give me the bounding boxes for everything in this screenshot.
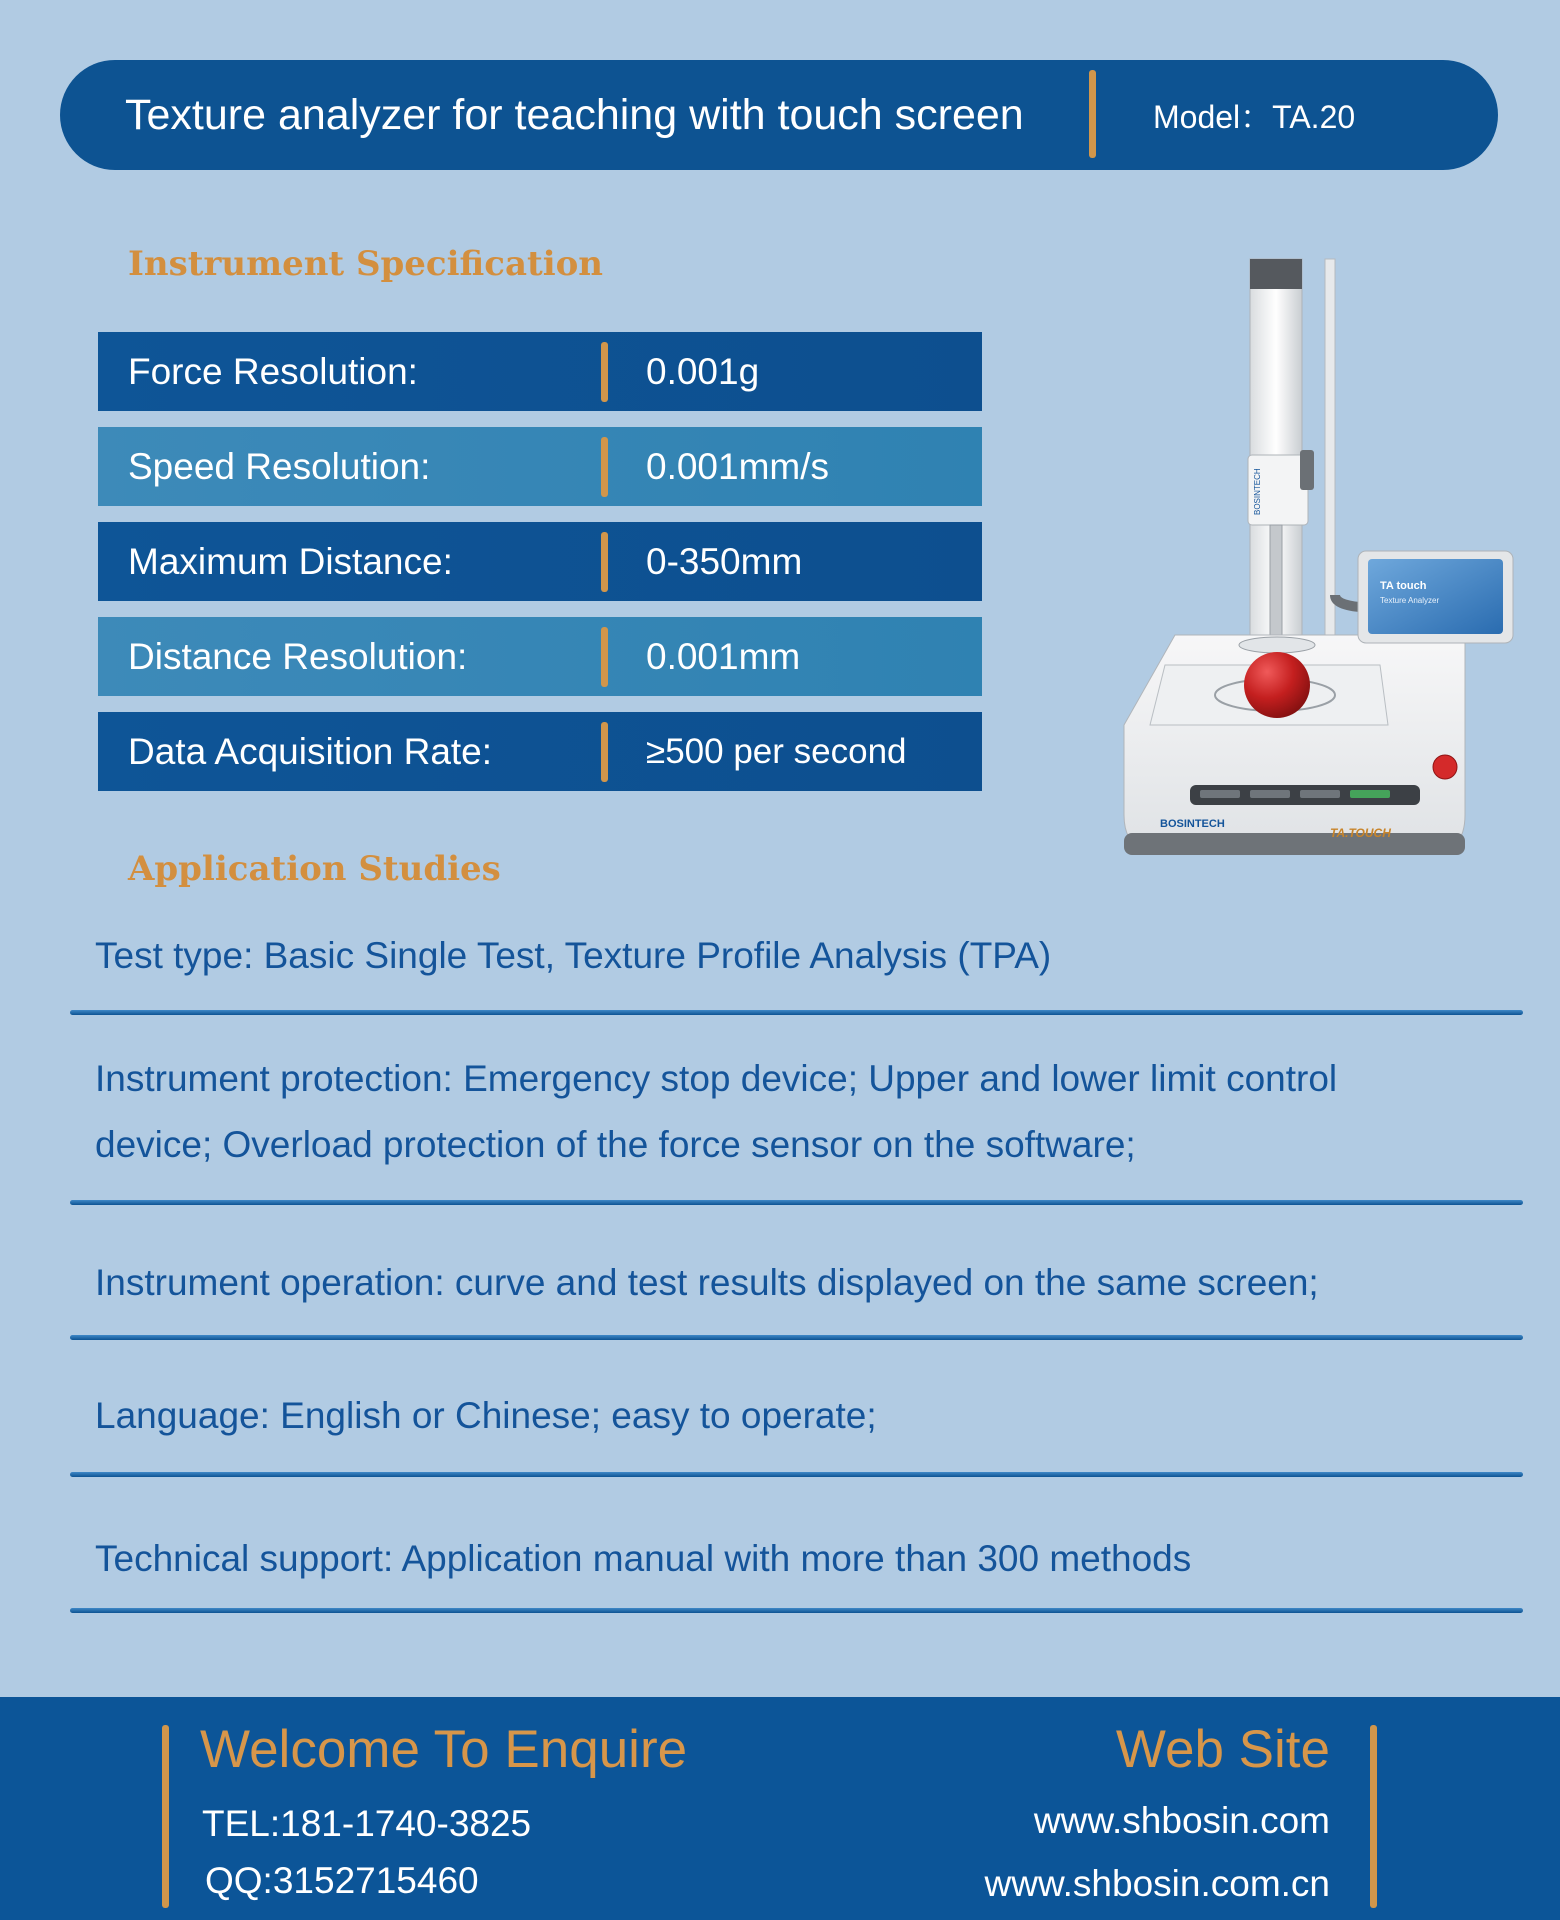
- base-model-text: TA.TOUCH: [1330, 826, 1391, 840]
- spec-divider: [601, 627, 608, 687]
- spec-label: Force Resolution:: [128, 351, 418, 392]
- spec-value: 0.001mm/s: [646, 446, 830, 487]
- spec-row-data-acquisition-rate: [98, 712, 982, 791]
- spec-row-force-resolution: [98, 332, 982, 411]
- model-label: Model：TA.20: [1153, 99, 1356, 135]
- spec-row-maximum-distance: [98, 522, 982, 601]
- title-divider: [1089, 70, 1096, 158]
- application-item-operation: Instrument operation: curve and test results displayed on the same screen;: [95, 1262, 1319, 1303]
- qq-text: QQ:3152715460: [205, 1860, 479, 1901]
- applications-heading: Application Studies: [128, 849, 501, 889]
- screen-title-text: TA touch: [1380, 580, 1427, 592]
- spec-divider: [601, 532, 608, 592]
- spec-value: 0-350mm: [646, 541, 803, 582]
- application-item-technical-support: Technical support: Application manual with more than 300 methods: [95, 1538, 1192, 1579]
- screen-subtitle-text: Texture Analyzer: [1380, 596, 1440, 605]
- spec-row-speed-resolution: [98, 427, 982, 506]
- footer-right-bar: [1370, 1725, 1377, 1908]
- title-bar: [60, 60, 1498, 170]
- divider-line: [70, 1472, 1523, 1477]
- enquire-heading: Welcome To Enquire: [200, 1720, 688, 1779]
- spec-divider: [601, 722, 608, 782]
- spec-label: Distance Resolution:: [128, 636, 468, 677]
- divider-line: [70, 1200, 1523, 1205]
- web-site-heading: Web Site: [1115, 1720, 1330, 1779]
- divider-line: [70, 1010, 1523, 1015]
- tel-text: TEL:181-1740-3825: [202, 1803, 532, 1844]
- crosshead-brand-text: BOSINTECH: [1253, 468, 1262, 515]
- footer-left-bar: [162, 1725, 169, 1908]
- website-link-com[interactable]: www.shbosin.com: [1033, 1800, 1330, 1841]
- divider-line: [70, 1608, 1523, 1613]
- spec-divider: [601, 342, 608, 402]
- application-item-language: Language: English or Chinese; easy to operate;: [95, 1395, 877, 1436]
- spec-value: 0.001mm: [646, 636, 801, 677]
- application-item-protection: Instrument protection: Emergency stop device; Upper and lower limit control device; Overload protection of the force sensor on the software;: [95, 1058, 1338, 1165]
- spec-value: 0.001g: [646, 351, 760, 392]
- page-title: Texture analyzer for teaching with touch screen: [125, 91, 1024, 139]
- application-item-test-type: Test type: Basic Single Test, Texture Profile Analysis (TPA): [95, 935, 1052, 976]
- spec-label: Speed Resolution:: [128, 446, 431, 487]
- base-brand-text: BOSINTECH: [1160, 818, 1225, 830]
- spec-label: Maximum Distance:: [128, 541, 453, 582]
- apple-sample: [1244, 652, 1310, 718]
- divider-line: [70, 1335, 1523, 1340]
- texture-analyzer-image: [1120, 255, 1520, 865]
- spec-heading: Instrument Specification: [128, 244, 604, 284]
- website-link-com-cn[interactable]: www.shbosin.com.cn: [984, 1863, 1330, 1904]
- footer: [0, 1697, 1560, 1920]
- spec-label: Data Acquisition Rate:: [128, 731, 493, 772]
- spec-value: ≥500 per second: [646, 732, 907, 771]
- spec-row-distance-resolution: [98, 617, 982, 696]
- spec-divider: [601, 437, 608, 497]
